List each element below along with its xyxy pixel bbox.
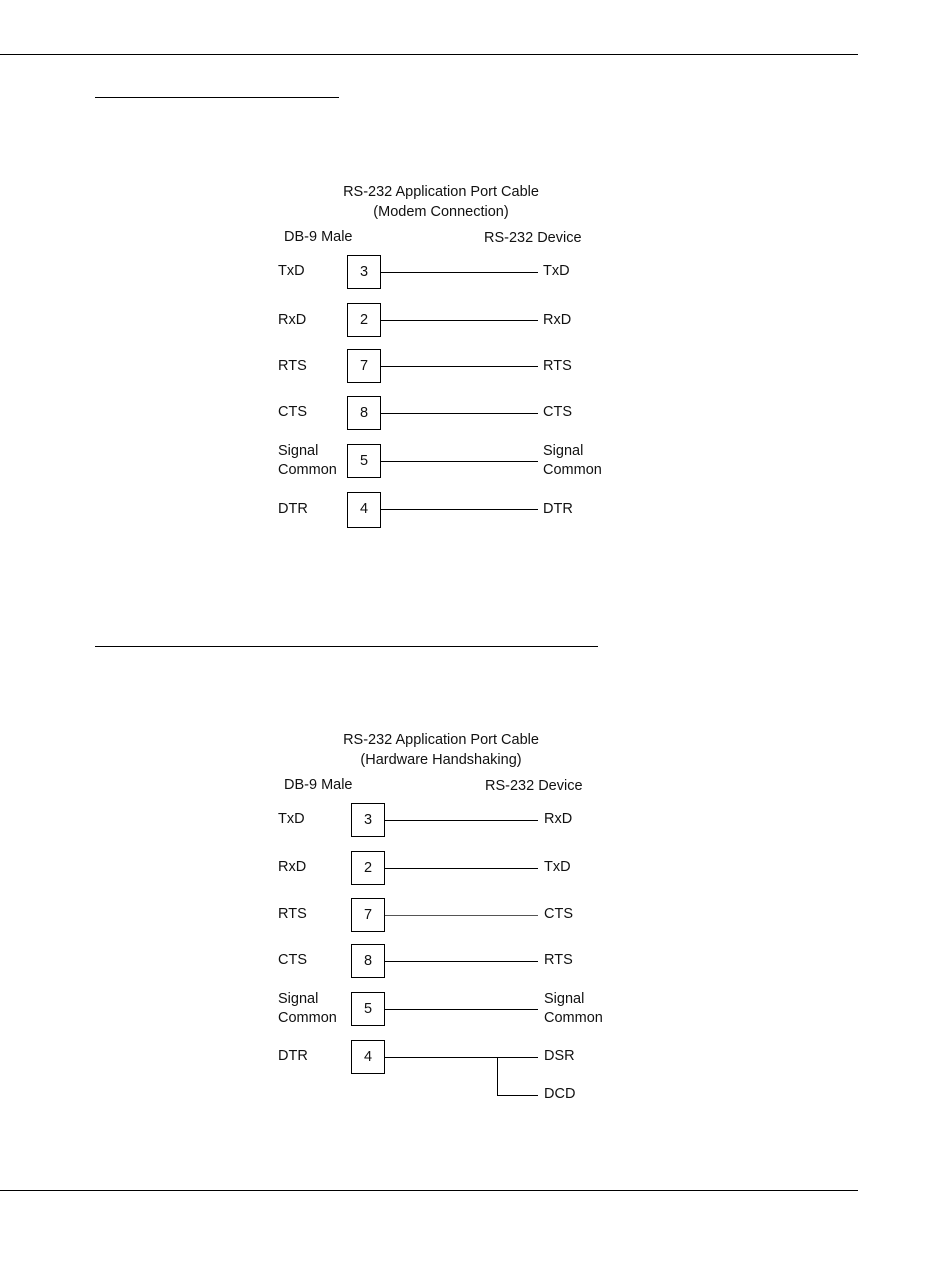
left-signal-label: RxD [278, 312, 307, 328]
wire [381, 320, 538, 321]
page-bottom-rule [0, 1190, 858, 1191]
left-signal-label: Signal [278, 991, 319, 1007]
pin-box: 2 [347, 303, 381, 337]
pin-box: 5 [347, 444, 381, 478]
wire [385, 961, 538, 962]
wire [381, 272, 538, 273]
wire [381, 413, 538, 414]
left-signal-label: CTS [278, 952, 307, 968]
right-header: RS-232 Device [485, 778, 583, 794]
diagram-title: RS-232 Application Port Cable [343, 732, 539, 748]
branch-wire [497, 1095, 538, 1096]
wire [385, 915, 538, 916]
left-signal-label: TxD [278, 811, 305, 827]
right-signal-label: Common [543, 462, 602, 478]
wire [381, 461, 538, 462]
section-heading-rule-2 [95, 646, 598, 647]
wire [381, 366, 538, 367]
wire [385, 820, 538, 821]
wire [385, 868, 538, 869]
left-signal-label: DTR [278, 501, 308, 517]
left-signal-label: Common [278, 462, 337, 478]
left-header: DB-9 Male [284, 229, 353, 245]
right-signal-label: RxD [543, 312, 572, 328]
left-signal-label: RTS [278, 358, 307, 374]
pin-box: 3 [347, 255, 381, 289]
right-signal-label: DSR [544, 1048, 575, 1064]
pin-box: 3 [351, 803, 385, 837]
left-header: DB-9 Male [284, 777, 353, 793]
left-signal-label: CTS [278, 404, 307, 420]
wire [385, 1009, 538, 1010]
pin-box: 4 [347, 492, 381, 528]
right-signal-label: Common [544, 1010, 603, 1026]
right-signal-label: Signal [543, 443, 584, 459]
left-signal-label: Common [278, 1010, 337, 1026]
pin-box: 2 [351, 851, 385, 885]
left-signal-label: RxD [278, 859, 307, 875]
diagram-subtitle: (Hardware Handshaking) [360, 752, 522, 768]
page-top-rule [0, 54, 858, 55]
pin-box: 7 [347, 349, 381, 383]
right-signal-label: RTS [544, 952, 573, 968]
diagram-subtitle: (Modem Connection) [373, 204, 509, 220]
left-signal-label: TxD [278, 263, 305, 279]
right-signal-label: DCD [544, 1086, 576, 1102]
right-signal-label: RTS [543, 358, 572, 374]
right-signal-label: Signal [544, 991, 585, 1007]
section-heading-rule-1 [95, 97, 339, 98]
right-signal-label: TxD [544, 859, 571, 875]
left-signal-label: RTS [278, 906, 307, 922]
right-header: RS-232 Device [484, 230, 582, 246]
pin-box: 8 [347, 396, 381, 430]
right-signal-label: CTS [543, 404, 572, 420]
left-signal-label: DTR [278, 1048, 308, 1064]
pin-box: 5 [351, 992, 385, 1026]
right-signal-label: DTR [543, 501, 573, 517]
wire [385, 1057, 538, 1058]
pin-box: 4 [351, 1040, 385, 1074]
diagram-title: RS-232 Application Port Cable [343, 184, 539, 200]
right-signal-label: TxD [543, 263, 570, 279]
pin-box: 8 [351, 944, 385, 978]
left-signal-label: Signal [278, 443, 319, 459]
pin-box: 7 [351, 898, 385, 932]
branch-wire [497, 1057, 498, 1095]
wire [381, 509, 538, 510]
right-signal-label: CTS [544, 906, 573, 922]
right-signal-label: RxD [544, 811, 573, 827]
